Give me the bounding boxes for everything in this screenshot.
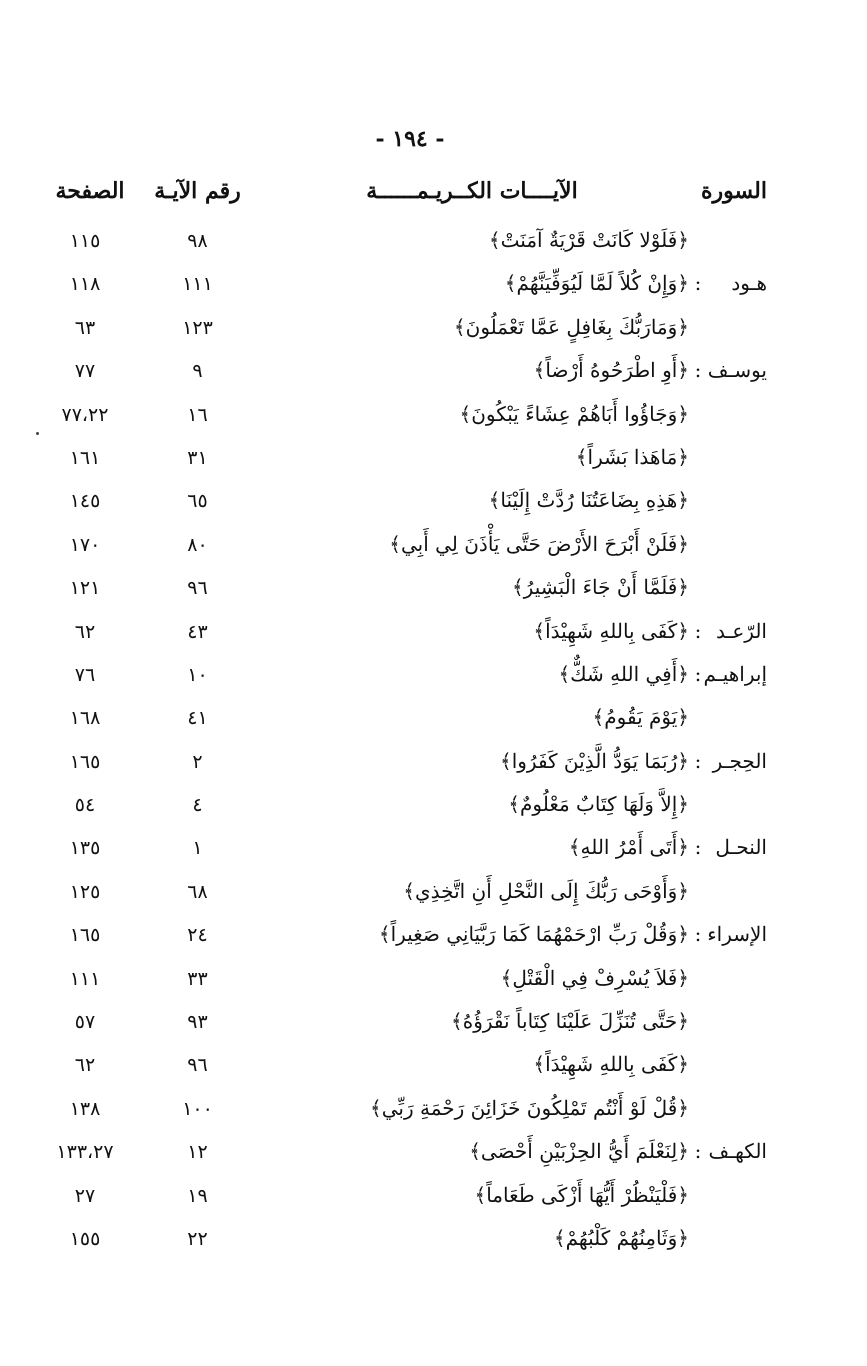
ayah-number: ٦٨ <box>187 880 208 903</box>
table-row <box>0 396 867 439</box>
ayah-number: ١٠ <box>187 663 208 686</box>
page-reference: ٢٧ <box>74 1184 96 1207</box>
ayah-number: ١ <box>192 837 203 860</box>
table-row <box>0 526 867 569</box>
page-reference: ٥٧ <box>74 1011 96 1034</box>
index-table <box>0 222 867 1263</box>
table-row <box>0 960 867 1003</box>
ayah-number: ٩٦ <box>187 1054 208 1077</box>
ayah-number: ٨٠ <box>187 533 208 556</box>
header-ayah-number: رقم الآيـة <box>154 178 241 204</box>
table-row <box>0 569 867 612</box>
page-reference: ١٥٥ <box>69 1227 101 1250</box>
surah-colon: : <box>694 835 702 860</box>
ayah-number: ٢٤ <box>187 924 208 947</box>
surah-name: الحِجـر <box>712 748 767 773</box>
surah-name: الرّعـد <box>716 618 767 643</box>
ayah-number: ١٩ <box>187 1184 208 1207</box>
page-reference: ١١٥ <box>69 230 101 252</box>
verse-text: ﴿وَأَوْحَى رَبُّكَ إِلَى النَّحْلِ أَنِ اتَّخِذِي﴾ <box>403 878 689 903</box>
page-reference: ١٣٣،٢٧ <box>56 1141 114 1164</box>
scan-speck <box>36 432 39 435</box>
verse-text: ﴿فَلاَ يُسْرِفْ فِي الْقَتْلِ﴾ <box>500 965 689 990</box>
page-reference: ١٢٥ <box>69 880 101 903</box>
ayah-number: ٤٣ <box>187 620 208 643</box>
surah-colon: : <box>694 271 702 296</box>
verse-text: ﴿وَإِنْ كُلاً لَمَّا لَيُوَفِّيَنَّهُمْ﴾ <box>504 271 689 296</box>
table-row <box>0 829 867 872</box>
surah-name: النحـل <box>715 835 767 860</box>
surah-name: الإسراء <box>707 922 767 947</box>
page-reference: ١١١ <box>69 967 101 990</box>
table-row <box>0 656 867 699</box>
table-header <box>0 178 867 218</box>
verse-text: ﴿أَفِي اللهِ شَكٌّ﴾ <box>558 661 689 686</box>
verse-text: ﴿أَتَى أَمْرُ اللهِ﴾ <box>568 835 689 860</box>
surah-colon: : <box>694 922 702 947</box>
ayah-number: ٢ <box>192 750 203 773</box>
table-row <box>0 699 867 742</box>
page-reference: ١٣٨ <box>69 1097 101 1120</box>
table-row <box>0 1046 867 1089</box>
verse-text: ﴿مَاهَذا بَشَراً﴾ <box>575 444 689 469</box>
verse-text: ﴿أَوِ اطْرَحُوهُ أَرْضاً﴾ <box>533 358 689 383</box>
table-row <box>0 1003 867 1046</box>
verse-text: ﴿إِلاَّ وَلَهَا كِتَابٌ مَعْلُومٌ﴾ <box>508 792 689 817</box>
page-reference: ١٦١ <box>69 446 101 469</box>
page-reference: ٦٣ <box>74 316 96 339</box>
surah-colon: : <box>694 1139 702 1164</box>
ayah-number: ١٢٣ <box>182 316 213 339</box>
verse-text: ﴿فَلَوْلا كَانَتْ قَرْيَةٌ آمَنَتْ﴾ <box>488 228 689 252</box>
page-reference: ١٢١ <box>69 577 101 600</box>
ayah-number: ٩ <box>192 360 203 383</box>
verse-text: ﴿فَلَنْ أَبْرَحَ الأَرْضَ حَتَّى يَأْذَنَ لِي أَبِي﴾ <box>389 531 689 556</box>
surah-colon: : <box>694 618 702 643</box>
table-row <box>0 482 867 525</box>
page-reference: ١٤٥ <box>69 490 101 513</box>
table-row <box>0 873 867 916</box>
table-row <box>0 265 867 308</box>
table-row <box>0 786 867 829</box>
page-reference: ١٦٨ <box>69 707 101 730</box>
table-row <box>0 1133 867 1176</box>
page-reference: ١٣٥ <box>69 837 101 860</box>
verse-text: ﴿وَجَاؤُوا أَبَاهُمْ عِشَاءً يَبْكُونَ﴾ <box>459 401 689 426</box>
page-reference: ٦٢ <box>74 1054 96 1077</box>
ayah-number: ٤ <box>192 794 203 817</box>
header-surah: السورة <box>701 178 767 204</box>
verse-text: ﴿كَفَى بِاللهِ شَهِيْدَاً﴾ <box>533 618 689 643</box>
ayah-number: ١٦ <box>187 403 208 426</box>
surah-name: إبراهيـم <box>703 661 767 686</box>
table-row <box>0 439 867 482</box>
table-row <box>0 743 867 786</box>
page-reference: ٦٢ <box>74 620 96 643</box>
page-reference: ٧٦ <box>74 663 96 686</box>
table-row <box>0 916 867 959</box>
surah-name: الكهـف <box>708 1139 767 1164</box>
ayah-number: ٩٣ <box>187 1011 208 1034</box>
ayah-number: ١٢ <box>187 1141 208 1164</box>
verse-text: ﴿وَثَامِنُهُمْ كَلْبُهُمْ﴾ <box>553 1225 689 1250</box>
table-row <box>0 1177 867 1220</box>
table-row <box>0 1090 867 1133</box>
verse-text: ﴿يَوْمَ يَقُومُ﴾ <box>592 705 689 730</box>
verse-text: ﴿وَقُلْ رَبِّ ارْحَمْهُمَا كَمَا رَبَّيَانِي صَغِيراً﴾ <box>378 922 689 947</box>
table-row <box>0 222 867 265</box>
page-reference: ٥٤ <box>74 794 96 817</box>
surah-name: هـود <box>731 271 767 296</box>
surah-colon: : <box>694 661 702 686</box>
ayah-number: ٤١ <box>187 707 208 730</box>
verse-text: ﴿فَلَمَّا أَنْ جَاءَ الْبَشِيرُ﴾ <box>511 575 689 600</box>
page-reference: ١٦٥ <box>69 750 101 773</box>
ayah-number: ٣١ <box>187 446 208 469</box>
verse-text: ﴿رُبَمَا يَوَدُّ الَّذِيْنَ كَفَرُوا﴾ <box>499 748 689 773</box>
ayah-number: ٩٨ <box>187 230 208 252</box>
page-reference: ١٦٥ <box>69 924 101 947</box>
surah-colon: : <box>694 358 702 383</box>
verse-text: ﴿حَتَّى تُنَزِّلَ عَلَيْنَا كِتَاباً نَقْرَؤُهُ﴾ <box>451 1009 689 1034</box>
ayah-number: ٦٥ <box>187 490 208 513</box>
ayah-number: ١١١ <box>182 273 213 296</box>
page-reference: ٧٧ <box>74 360 96 383</box>
page-reference: ٧٧،٢٢ <box>61 403 109 426</box>
header-verses: الآيــــات الكــريـمــــــة <box>366 178 578 204</box>
header-page: الصفحة <box>55 178 125 204</box>
page-reference: ١٧٠ <box>69 533 101 556</box>
verse-text: ﴿فَلْيَنْظُرْ أَيُّهَا أَزْكَى طَعَاماً﴾ <box>474 1182 689 1207</box>
verse-text: ﴿وَمَارَبُّكَ بِغَافِلٍ عَمَّا تَعْمَلُونَ﴾ <box>453 314 689 339</box>
ayah-number: ١٠٠ <box>182 1097 213 1120</box>
page-reference: ١١٨ <box>69 273 101 296</box>
verse-text: ﴿لِنَعْلَمَ أَيُّ الحِزْبَيْنِ أَحْصَى﴾ <box>469 1139 689 1164</box>
verse-text: ﴿قُلْ لَوْ أَنْتُم تَمْلِكُونَ خَزَائِنَ رَحْمَةِ رَبِّي﴾ <box>370 1095 689 1120</box>
verse-text: ﴿كَفَى بِاللهِ شَهِيْدَاً﴾ <box>533 1052 689 1077</box>
surah-name: يوسـف <box>707 358 767 383</box>
table-row <box>0 1220 867 1263</box>
ayah-number: ٣٣ <box>187 967 208 990</box>
ayah-number: ٢٢ <box>187 1227 208 1250</box>
table-row <box>0 613 867 656</box>
page-number: - ١٩٤ - <box>375 126 445 152</box>
surah-colon: : <box>694 748 702 773</box>
ayah-number: ٩٦ <box>187 577 208 600</box>
table-row <box>0 309 867 352</box>
verse-text: ﴿هَذِهِ بِضَاعَتُنَا رُدَّتْ إِلَيْنَا﴾ <box>488 488 689 513</box>
table-row <box>0 352 867 395</box>
